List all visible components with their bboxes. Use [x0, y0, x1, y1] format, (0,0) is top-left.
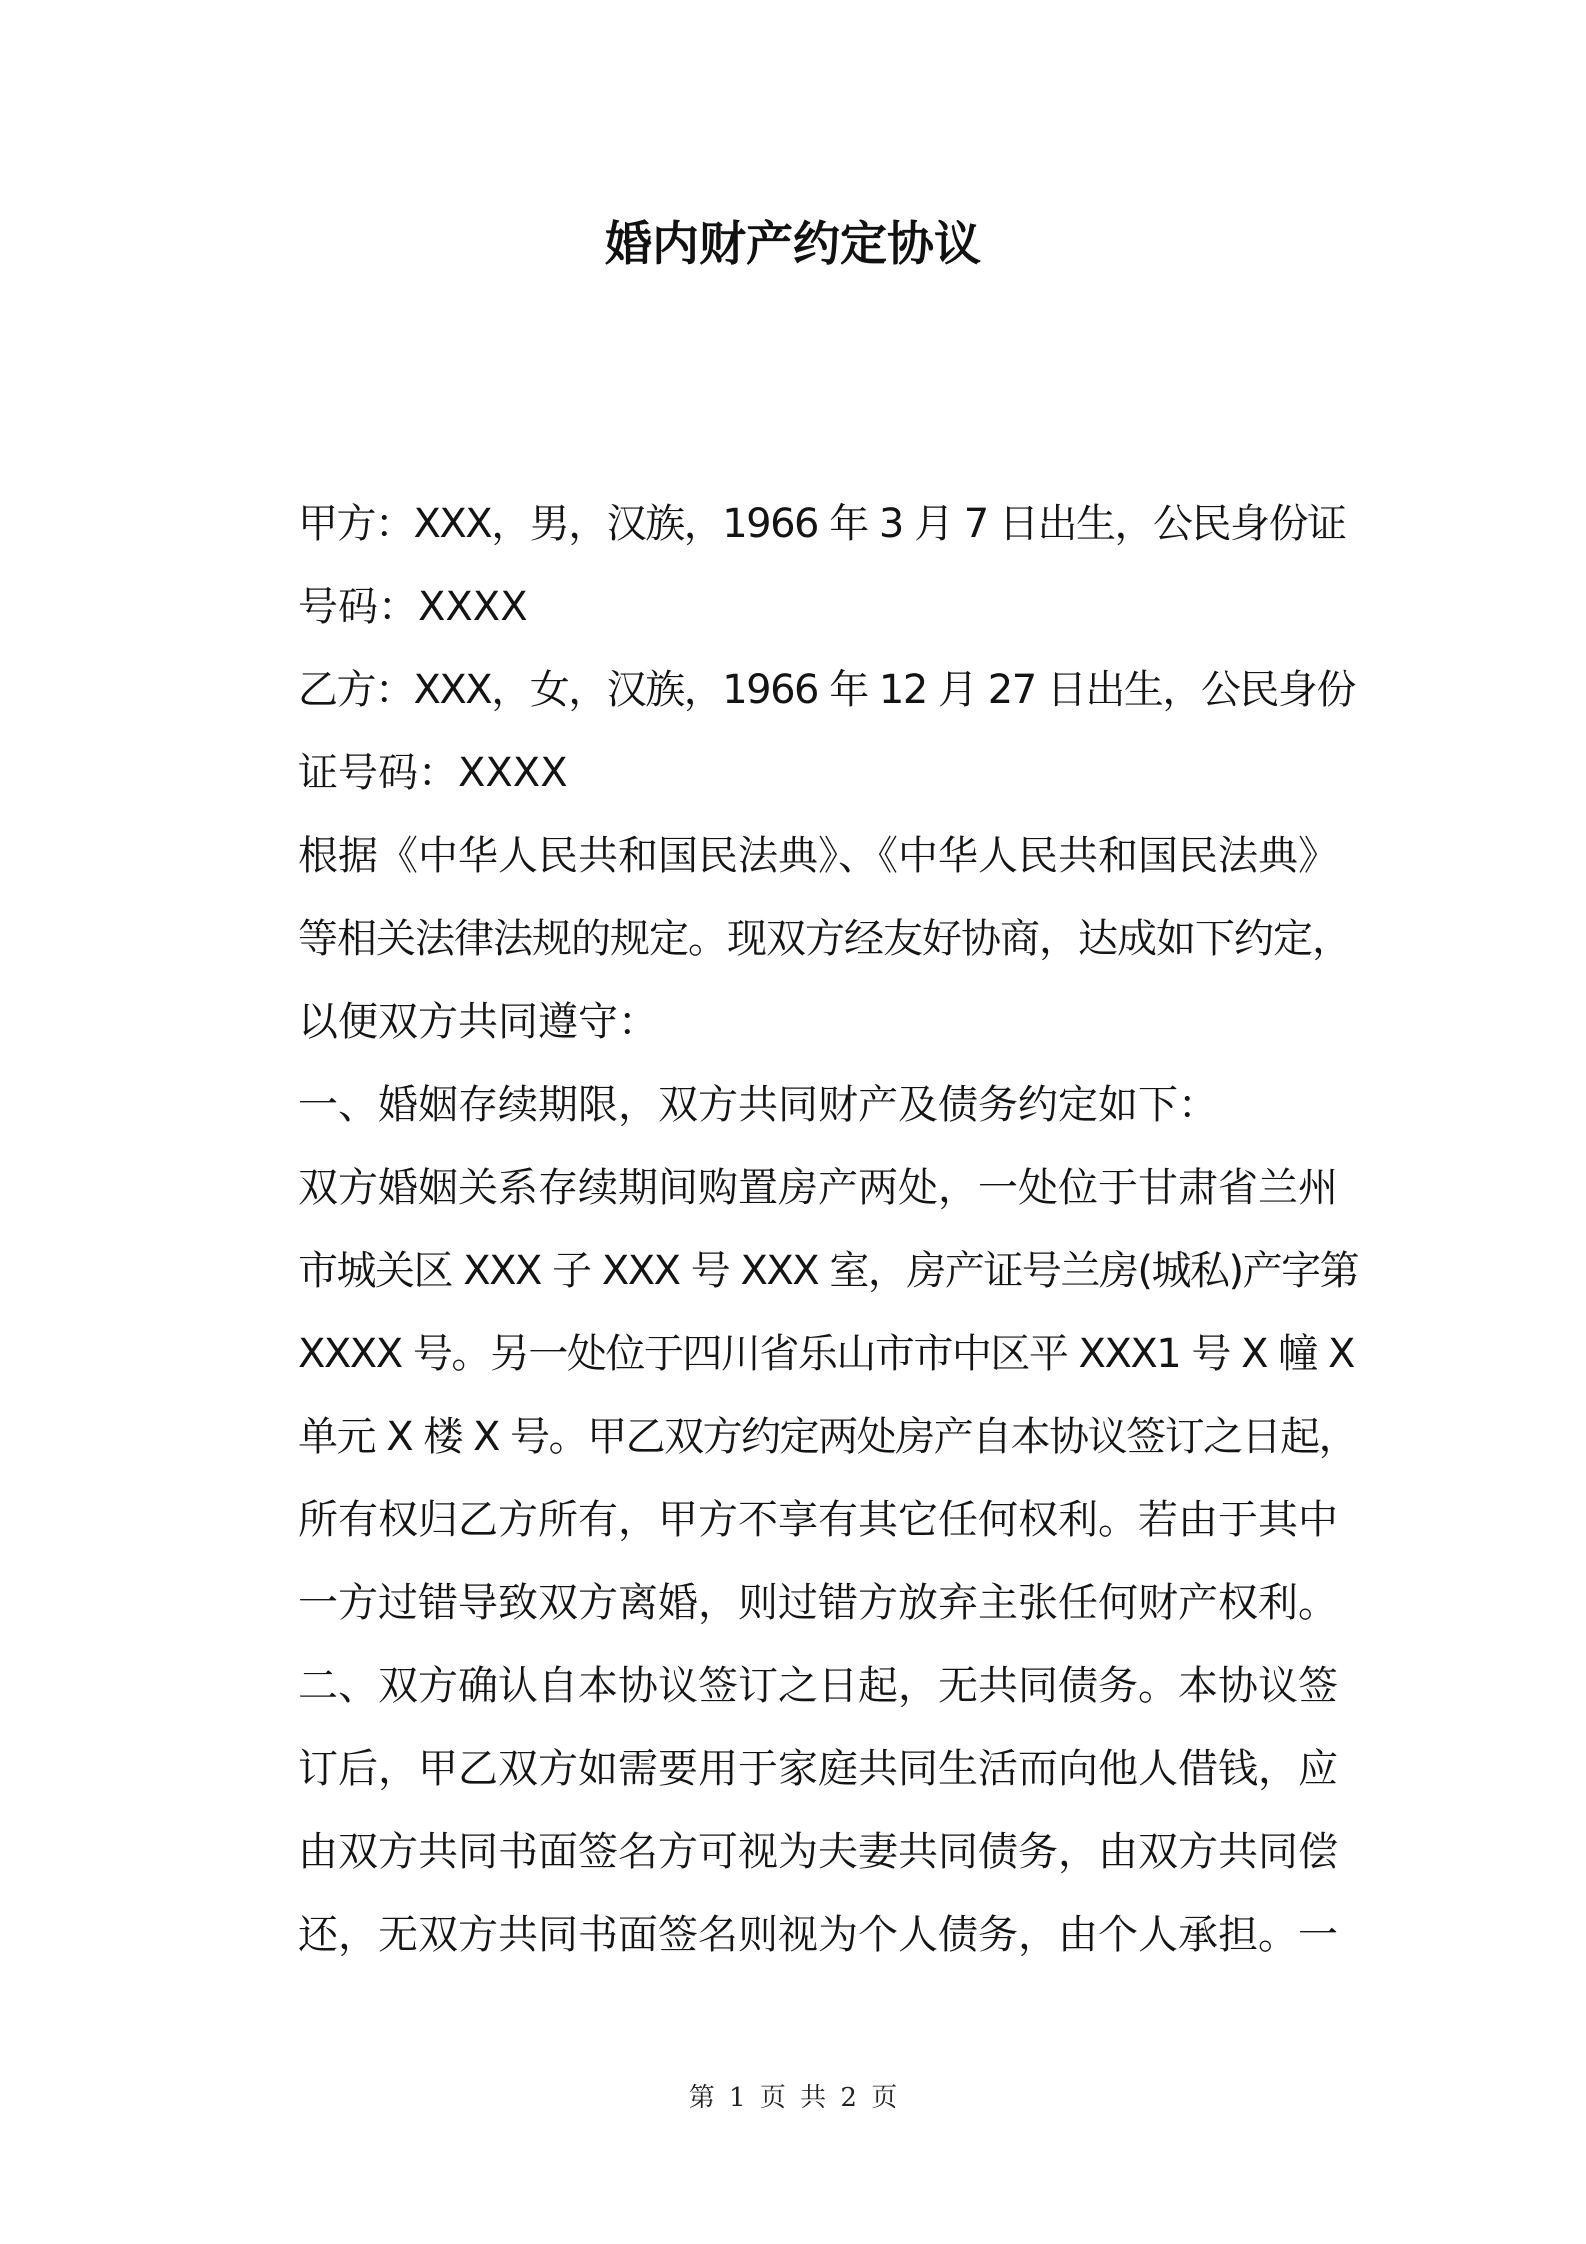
body-line: 一方过错导致双方离婚，则过错方放弃主张任何财产权利。 — [298, 1580, 1338, 1626]
body-line: 单元 X 楼 X 号。甲乙双方约定两处房产自本协议签订之日起， — [298, 1414, 1358, 1460]
body-line: 还，无双方共同书面签名则视为个人债务，由个人承担。一 — [298, 1912, 1338, 1958]
body-line: XXXX 号。另一处位于四川省乐山市市中区平 XXX1 号 X 幢 X — [298, 1331, 1354, 1377]
page-number-footer: 第 1 页 共 2 页 — [688, 2083, 898, 2113]
body-line: 双方婚姻关系存续期间购置房产两处，一处位于甘肃省兰州 — [298, 1165, 1338, 1211]
body-line: 根据《中华人民共和国民法典》、《中华人民共和国民法典》 — [298, 833, 1338, 879]
body-line: 等相关法律法规的规定。现双方经友好协商，达成如下约定， — [298, 916, 1351, 962]
body-line: 二、双方确认自本协议签订之日起，无共同债务。本协议签 — [298, 1663, 1338, 1709]
body-line: 甲方：XXX，男，汉族，1966 年 3 月 7 日出生，公民身份证 — [298, 501, 1346, 547]
body-line: 乙方：XXX，女，汉族，1966 年 12 月 27 日出生，公民身份 — [298, 667, 1355, 713]
section-heading: 一、婚姻存续期限，双方共同财产及债务约定如下： — [298, 1082, 1218, 1128]
body-line: 由双方共同书面签名方可视为夫妻共同债务，由双方共同偿 — [298, 1829, 1338, 1875]
document-title: 婚内财产约定协议 — [605, 217, 981, 272]
body-line: 以便双方共同遵守： — [298, 999, 658, 1045]
body-line: 市城关区 XXX 子 XXX 号 XXX 室，房产证号兰房(城私)产字第 — [298, 1248, 1359, 1294]
body-line: 号码：XXXX — [298, 584, 528, 630]
body-line: 证号码：XXXX — [298, 750, 568, 796]
document-body — [298, 483, 1360, 1977]
body-line: 所有权归乙方所有，甲方不享有其它任何权利。若由于其中 — [298, 1497, 1338, 1543]
body-line: 订后，甲乙双方如需要用于家庭共同生活而向他人借钱，应 — [298, 1746, 1338, 1792]
